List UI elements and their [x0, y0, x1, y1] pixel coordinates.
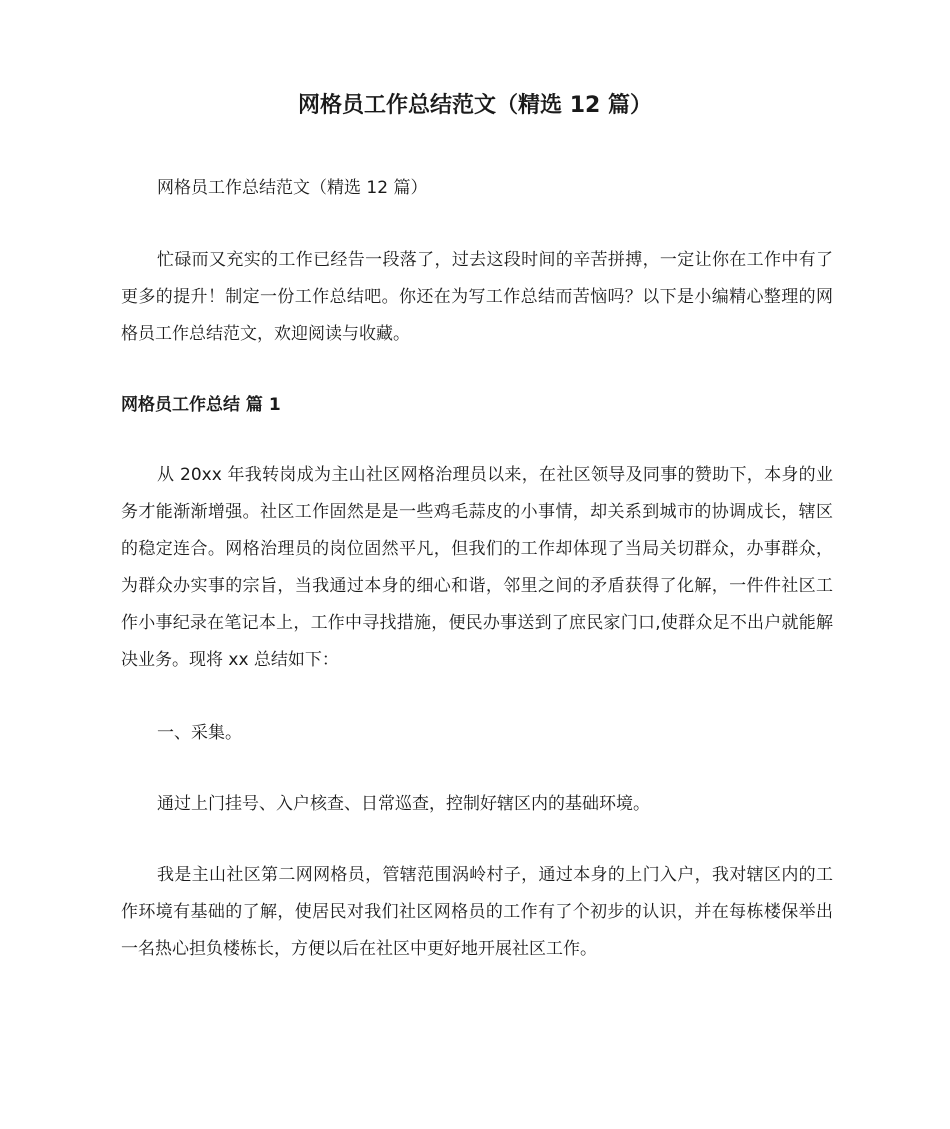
item-1-title: 一、采集。 [157, 723, 242, 743]
section-heading: 网格员工作总结 篇 1 [121, 395, 281, 415]
body-paragraph-2: 我是主山社区第二网网格员，管辖范围涡岭村子，通过本身的上门入户，我对辖区内的工作环境有基础的了解，使居民对我们社区网格员的工作有了个初步的认识，并在每栋楼保举出一名热心担负楼栋长，方便以后在社区中更好地开展社区工作。 [121, 865, 833, 959]
body-paragraph-1: 从 20xx 年我转岗成为主山社区网格治理员以来，在社区领导及同事的赞助下，本身的业务才能渐渐增强。社区工作固然是是一些鸡毛蒜皮的小事情，却关系到城市的协调成长，辖区的稳定连合。网格治理员的岗位固然平凡，但我们的工作却体现了当局关切群众，办事群众，为群众办实事的宗旨，当我通过本身的细心和谐，邻里之间的矛盾获得了化解，一件件社区工作小事纪录在笔记本上，工作中寻找措施，便民办事送到了庶民家门口,使群众足不出户就能解决业务。现将 xx 总结如下： [121, 465, 833, 670]
document-title: 网格员工作总结范文（精选 12 篇） [298, 93, 652, 118]
intro-paragraph: 忙碌而又充实的工作已经告一段落了，过去这段时间的辛苦拼搏，一定让你在工作中有了更多的提升！制定一份工作总结吧。你还在为写工作总结而苦恼吗？以下是小编精心整理的网格员工作总结范文，欢迎阅读与收藏。 [121, 250, 833, 344]
item-1-summary: 通过上门挂号、入户核查、日常巡查，控制好辖区内的基础环境。 [157, 794, 650, 814]
document-subtitle: 网格员工作总结范文（精选 12 篇） [157, 178, 428, 198]
